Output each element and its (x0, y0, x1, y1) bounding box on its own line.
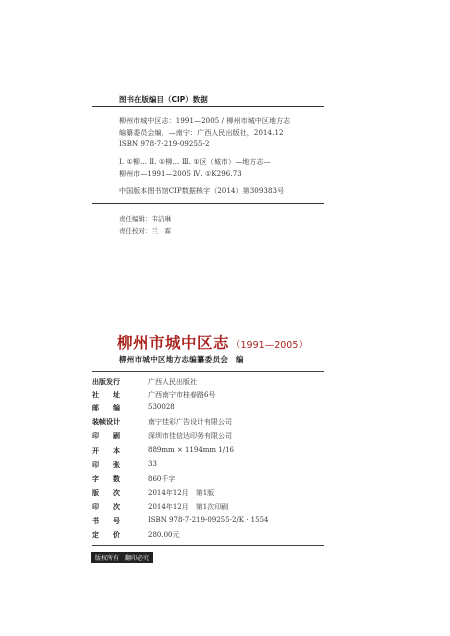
cip-line: Ⅰ. ①柳… Ⅱ. ①柳… Ⅲ. ①区（城市）—地方志— (119, 158, 271, 166)
publication-top-rule (92, 371, 324, 372)
responsible-editor: 责任编辑：韦洁琳 (119, 215, 171, 223)
cip-top-rule (92, 106, 324, 107)
publication-label: 装帧设计 (92, 418, 120, 426)
book-title-block (117, 331, 308, 353)
publication-label: 字 数 (92, 475, 120, 483)
book-title: 柳州市城中区志 (117, 333, 230, 352)
publication-label: 版 次 (92, 489, 120, 497)
publication-value: 280.00元 (148, 531, 180, 539)
cip-line: 柳州市城中区志：1991—2005 / 柳州市城中区地方志 (119, 117, 291, 125)
publication-value: 深圳市佳信达印务有限公司 (148, 432, 232, 440)
publication-value: 33 (148, 460, 157, 468)
publication-value: 2014年12月 第1次印刷 (148, 503, 229, 511)
publication-value: ISBN 978-7-219-09255-2/K · 1554 (148, 516, 269, 524)
publication-value: 530028 (148, 403, 175, 411)
rights-badge: 版权所有 翻印必究 (91, 552, 153, 563)
book-compiler: 柳州市城中区地方志编纂委员会 编 (119, 355, 244, 364)
cip-line: 柳州市—1991—2005 Ⅳ. ①K296.73 (119, 170, 242, 178)
cip-line: 中国版本图书馆CIP数据核字（2014）第309383号 (119, 187, 285, 195)
publication-label: 书 号 (92, 517, 120, 525)
publication-label: 印 次 (92, 503, 120, 511)
cip-line: ISBN 978-7-219-09255-2 (119, 140, 210, 148)
publication-value: 南宁佳彩广告设计有限公司 (148, 418, 232, 426)
publication-value: 889mm × 1194mm 1/16 (148, 446, 234, 454)
publication-value: 2014年12月 第1版 (148, 489, 215, 497)
cip-line: 编纂委员会编．—南宁：广西人民出版社，2014.12 (119, 129, 284, 137)
publication-value: 广西人民出版社 (148, 378, 197, 386)
responsible-proofreader: 责任校对：兰 霖 (119, 227, 171, 235)
publication-label: 印 张 (92, 461, 120, 469)
publication-bottom-rule (92, 545, 324, 546)
publication-value: 860千字 (148, 475, 176, 483)
book-years: （1991—2005） (231, 340, 308, 351)
cip-bottom-rule (92, 203, 324, 204)
publication-label: 邮 编 (92, 404, 120, 412)
publication-label: 印 刷 (92, 432, 120, 440)
publication-label: 定 价 (92, 531, 120, 539)
publication-label: 出版发行 (92, 378, 120, 386)
cip-heading: 图书在版编目（CIP）数据 (119, 95, 208, 104)
publication-label: 社 址 (92, 391, 120, 399)
publication-value: 广西南宁市桂春路6号 (148, 391, 216, 399)
publication-label: 开 本 (92, 447, 120, 455)
